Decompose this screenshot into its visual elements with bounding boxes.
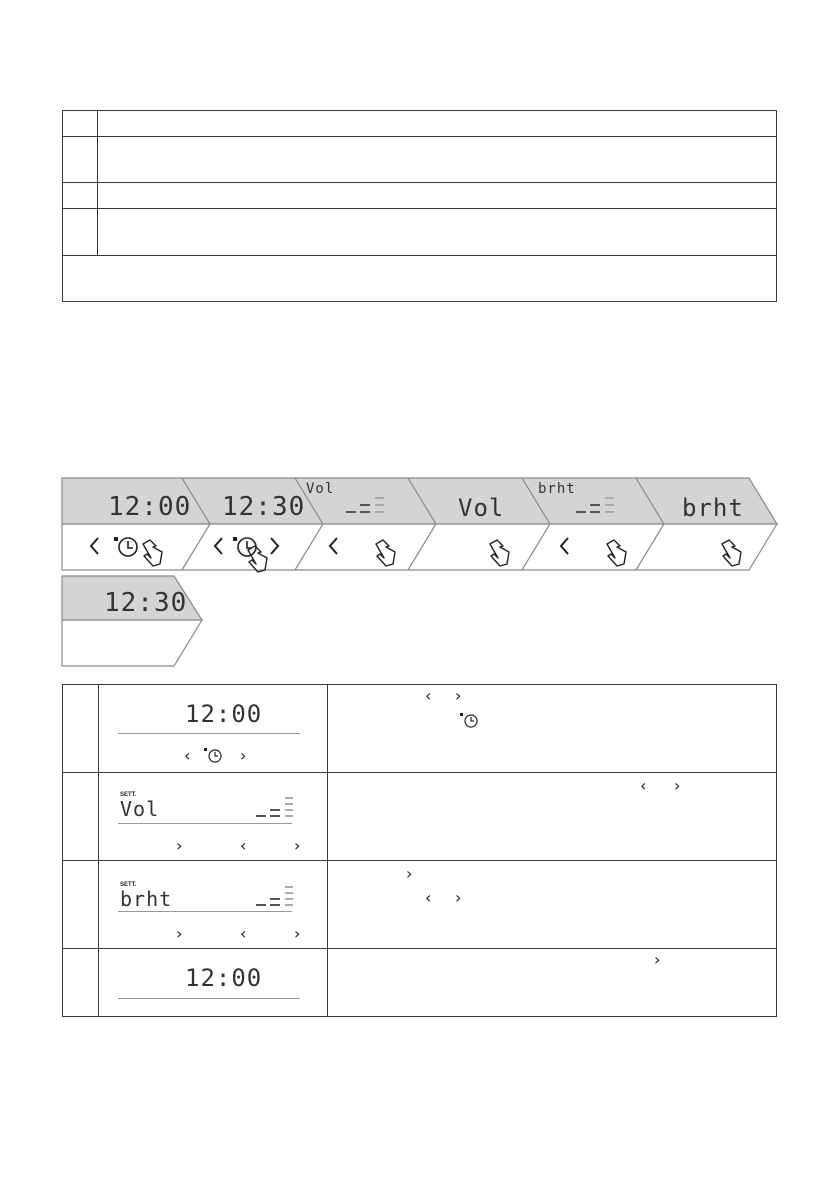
- display-underline: [118, 911, 292, 912]
- chevron-step-7-bottom: [62, 620, 202, 666]
- level-bars-icon: [256, 885, 296, 909]
- arrow-right-icon: ›: [240, 746, 247, 765]
- clock-icon: [460, 712, 482, 730]
- text-arrow-right: ›: [674, 776, 681, 795]
- clock-icon: [204, 747, 226, 765]
- sett-tag: SETT.: [120, 882, 137, 888]
- step-6-display: brht: [682, 494, 744, 522]
- row-4-display: 12:00: [185, 964, 263, 992]
- text-arrow-right: ›: [455, 686, 462, 705]
- text-arrow-right: ›: [654, 950, 661, 969]
- display-underline: [118, 823, 292, 824]
- text-arrow-right: ›: [406, 864, 413, 883]
- level-bars-icon: [256, 796, 296, 820]
- arrow-right-icon: ›: [294, 836, 301, 855]
- step-2-display: 12:30: [222, 492, 306, 522]
- arrow-left-icon: ‹: [240, 836, 247, 855]
- step-3-label: Vol: [306, 481, 335, 497]
- step-1-display: 12:00: [108, 492, 192, 522]
- display-underline: [118, 733, 300, 734]
- row-2-display: Vol: [120, 797, 160, 821]
- arrow-right-icon: ›: [294, 924, 301, 943]
- step-5-label: brht: [538, 481, 576, 497]
- text-arrow-left: ‹: [425, 888, 432, 907]
- row-3-display: brht: [120, 887, 173, 911]
- row-1-display: 12:00: [185, 700, 263, 728]
- arrow-right-icon: ›: [176, 836, 183, 855]
- step-7-display: 12:30: [104, 588, 188, 618]
- sett-tag: SETT.: [120, 792, 137, 798]
- arrow-left-icon: ‹: [240, 924, 247, 943]
- display-underline: [118, 998, 300, 999]
- text-arrow-right: ›: [455, 888, 462, 907]
- text-arrow-left: ‹: [425, 686, 432, 705]
- step-4-display: Vol: [458, 494, 505, 522]
- text-arrow-left: ‹: [640, 776, 647, 795]
- arrow-left-icon: ‹: [184, 746, 191, 765]
- arrow-right-icon: ›: [176, 924, 183, 943]
